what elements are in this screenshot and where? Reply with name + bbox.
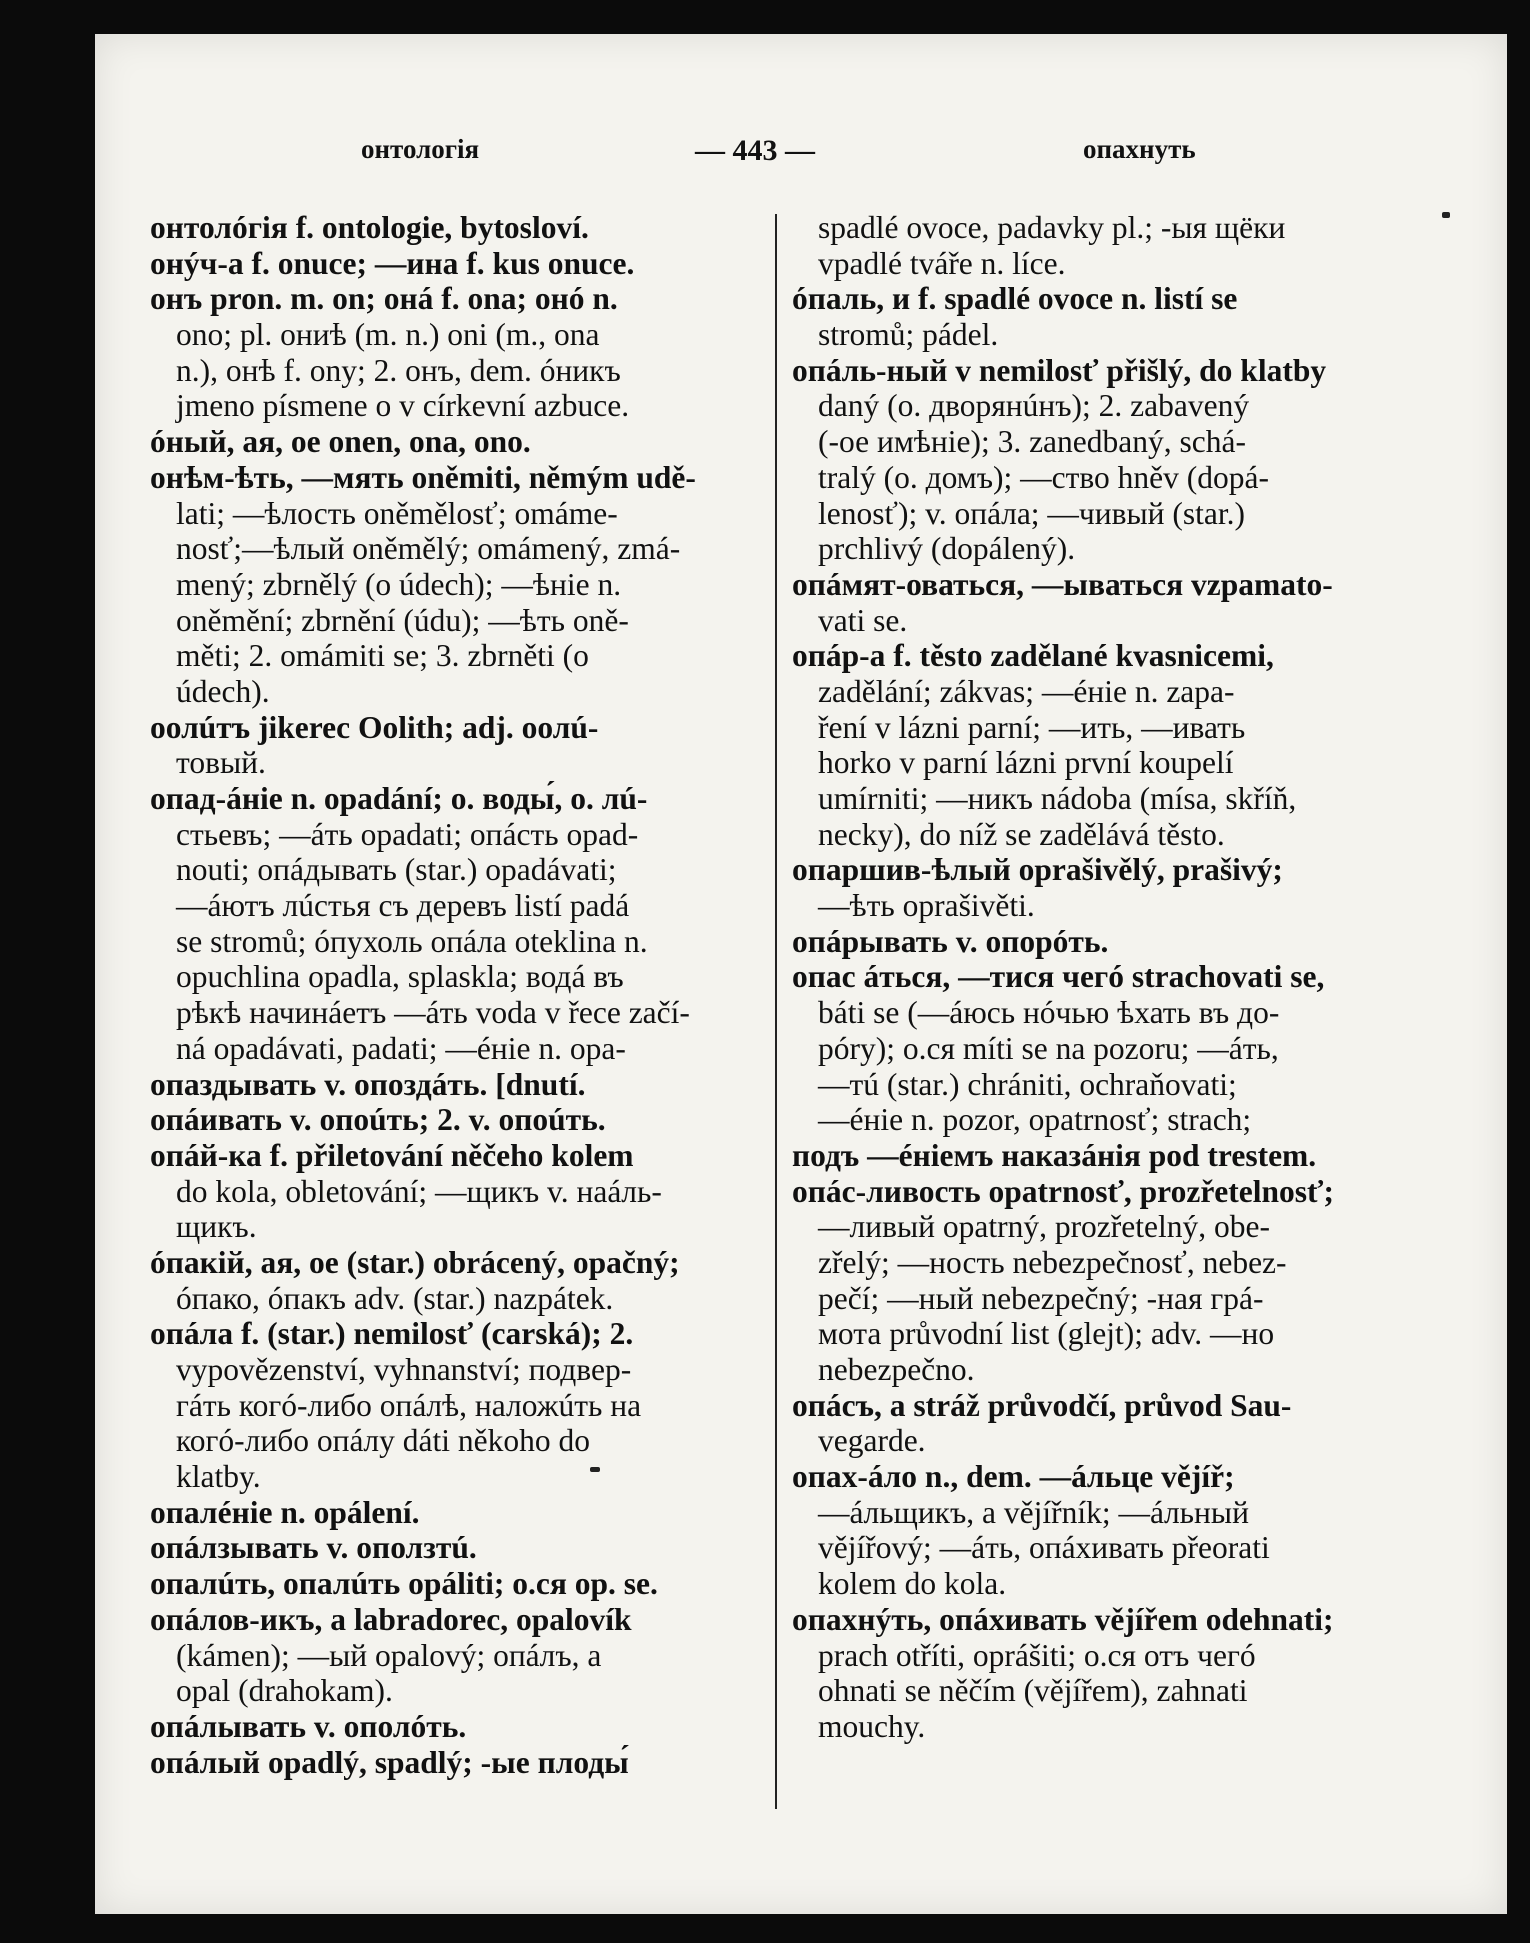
entry-continuation-line: ohnati se něčím (vějířem), zahnati — [818, 1673, 1248, 1709]
entry-continuation-line: zadělání; zákvas; —éніе n. zapa- — [818, 673, 1235, 709]
page-number: — 443 — — [695, 134, 815, 167]
entry-continuation-line: óпако, óпакъ adv. (star.) nazpátek. — [176, 1280, 614, 1316]
entry-continuation-line: ření v lázni parní; —ить, —ивать — [818, 709, 1246, 745]
entry-continuation-line: —áютъ лúстья съ деревъ listí padá — [176, 888, 630, 924]
entry-continuation-line: tralý (о. домъ); —ство hněv (dopá- — [818, 459, 1269, 495]
entry-continuation-line: umírniti; —никъ nádoba (mísa, skříň, — [818, 781, 1297, 816]
entry-headword-line: опáлзывать v. оползтú. — [150, 1530, 477, 1566]
entry-continuation-line: (kámen); —ый opalový; опáлъ, а — [176, 1637, 602, 1673]
entry-continuation-line: údech). — [176, 673, 270, 709]
entry-continuation-line: se stromů; óпухоль опáла oteklina n. — [176, 923, 648, 959]
entry-continuation-line: pečí; —ный nebezpečný; -ная грá- — [818, 1280, 1264, 1316]
entry-continuation-line: nouti; опáдывать (star.) opadávati; — [176, 852, 617, 888]
entry-continuation-line: jmeno písmene o v církevní azbuce. — [176, 388, 630, 424]
entry-headword-line: опáмят-оваться, —ываться vzpamato- — [792, 566, 1333, 602]
entry-continuation-line: opal (drahokam). — [176, 1673, 393, 1709]
dictionary-page — [95, 34, 1507, 1914]
entry-headword-line: óный, ая, ое onen, ona, ono. — [150, 424, 531, 460]
entry-headword-line: опáсъ, а stráž průvodčí, průvod Sau- — [792, 1387, 1292, 1423]
entry-continuation-line: lenosť); v. опáла; —чивый (star.) — [818, 495, 1246, 531]
entry-headword-line: опаздывать v. опоздáть. [dnutí. — [150, 1066, 586, 1102]
entry-headword-line: опад-áніе n. opadání; о. воды́, о. лú- — [150, 781, 648, 816]
entry-continuation-line: do kola, obletování; —щикъ v. наáль- — [176, 1173, 662, 1209]
entry-continuation-line: nosť;—ѣлый oněmělý; omámený, zmá- — [176, 531, 681, 567]
entry-headword-line: óпакій, ая, ое (star.) obrácený, opačný; — [150, 1244, 680, 1280]
entry-continuation-line: kolem do kola. — [818, 1566, 1007, 1602]
entry-continuation-line: когó-либо опáлу dáti někoho do — [176, 1423, 590, 1459]
entry-continuation-line: nebezpečno. — [818, 1352, 975, 1387]
entry-continuation-line: horko v parní lázni první koupelí — [818, 745, 1234, 781]
entry-continuation-line: prchlivý (dopálený). — [818, 531, 1076, 567]
entry-continuation-line: báti se (—áюсь нóчью ѣхать въ до- — [818, 995, 1280, 1031]
entry-headword-line: опас áться, —тися чегó strachovati se, — [792, 959, 1325, 995]
entry-headword-line: опáй-ка f. přiletování něčeho kolem — [150, 1137, 634, 1173]
entry-headword-line: опáлывать v. ополóть. — [150, 1708, 467, 1744]
entry-headword-line: опáлов-икъ, а labradorec, opalovík — [150, 1601, 632, 1637]
entry-continuation-line: zřelý; —ность nebezpečnosť, nebez- — [818, 1244, 1287, 1280]
entry-continuation-line: vati se. — [818, 602, 908, 638]
entry-continuation-line: klatby. — [176, 1459, 261, 1495]
entry-headword-line: опаршив-ѣлый oprašivělý, prašivý; — [792, 852, 1283, 888]
entry-headword-line: опáрывать v. опорóть. — [792, 923, 1109, 959]
entry-continuation-line: стьевъ; —áть opadati; опáсть opad- — [176, 816, 639, 852]
print-speck — [590, 1467, 600, 1472]
entry-continuation-line: товый. — [176, 745, 266, 781]
right-column — [792, 210, 1472, 1745]
entry-headword-line: опáль-ный v nemilosť přišlý, do klatby — [792, 352, 1327, 388]
entry-continuation-line: měti; 2. omámiti se; 3. zbrněti (o — [176, 638, 589, 674]
entry-headword-line: опáлый opadlý, spadlý; -ые плоды́ — [150, 1744, 629, 1780]
entry-continuation-line: vpadlé tváře n. líce. — [818, 245, 1066, 281]
entry-headword-line: опах-áло n., dem. —áльце vějíř; — [792, 1459, 1235, 1495]
entry-headword-line: опахнýть, опáхивать vějířem odehnati; — [792, 1601, 1334, 1637]
entry-continuation-line: —ѣть oprašivěti. — [818, 888, 1035, 924]
entry-continuation-line: щикъ. — [176, 1209, 257, 1245]
entry-continuation-line: (-ое имѣніе); 3. zanedbaný, schá- — [818, 424, 1246, 460]
entry-continuation-line: vějířový; —áть, опáхивать přeorati — [818, 1530, 1270, 1566]
entry-continuation-line: ono; pl. ониѣ (m. n.) oni (m., ona — [176, 317, 600, 353]
column-divider — [775, 214, 777, 1809]
header-left-guideword: онтологія — [361, 134, 480, 164]
entry-continuation-line: ná opadávati, padati; —éніе n. opa- — [176, 1030, 626, 1066]
entry-continuation-line: necky), do níž se zadělává těsto. — [818, 816, 1225, 852]
entry-continuation-line: рѣкѣ начинáетъ —áть voda v řece začí- — [176, 995, 690, 1031]
running-header — [95, 134, 1507, 184]
entry-continuation-line: prach otříti, oprášiti; о.ся отъ чегó — [818, 1637, 1256, 1673]
entry-continuation-line: lati; —ѣлость oněmělosť; omáme- — [176, 495, 618, 531]
entry-continuation-line: stromů; pádel. — [818, 317, 999, 353]
entry-headword-line: онъ pron. m. on; онá f. ona; онó n. — [150, 281, 618, 317]
entry-continuation-line: spadlé ovoce, padavky pl.; -ыя щёки — [818, 210, 1286, 245]
entry-continuation-line: vegarde. — [818, 1423, 926, 1459]
entry-headword-line: óпаль, и f. spadlé ovoce n. listí se — [792, 281, 1238, 317]
entry-headword-line: опáр-a f. těsto zadělané kvasnicemi, — [792, 638, 1274, 674]
entry-headword-line: опалéніе n. opálení. — [150, 1494, 420, 1530]
entry-headword-line: онýч-a f. onuce; —ина f. kus onuce. — [150, 245, 635, 281]
entry-headword-line: опáс-ливость opatrnosť, prozřetelnosť; — [792, 1173, 1334, 1209]
entry-continuation-line: n.), онѣ f. ony; 2. онъ, dem. óникъ — [176, 352, 621, 388]
entry-continuation-line: oněmění; zbrnění (údu); —ѣть oně- — [176, 602, 629, 638]
entry-continuation-line: —ливый opatrný, prozřetelný, obe- — [818, 1209, 1270, 1245]
entry-continuation-line: mený; zbrnělý (o údech); —ѣніе n. — [176, 566, 622, 602]
entry-headword-line: онтолóгія f. ontologie, bytosloví. — [150, 210, 589, 245]
entry-continuation-line: daný (о. дворянúнъ); 2. zabavený — [818, 388, 1250, 424]
entry-continuation-line: vypovězenství, vyhnanství; подвер- — [176, 1352, 632, 1387]
left-column — [150, 210, 740, 1780]
entry-continuation-line: гáть когó-либо опáлѣ, наложúть на — [176, 1387, 642, 1423]
entry-continuation-line: opuchlina opadla, splaskla; водá въ — [176, 959, 624, 995]
entry-headword-line: оолúтъ jikerec Oolith; adj. оолú- — [150, 709, 599, 745]
entry-headword-line: опáла f. (star.) nemilosť (carská); 2. — [150, 1316, 634, 1352]
print-speck — [1442, 212, 1450, 218]
entry-continuation-line: —éніе n. pozor, opatrnosť; strach; — [818, 1102, 1252, 1138]
entry-continuation-line: pórу); о.ся míti se na pozoru; —áть, — [818, 1030, 1279, 1066]
entry-headword-line: онѣм-ѣть, —мять oněmiti, němým udě- — [150, 459, 696, 495]
entry-continuation-line: мота průvodní list (glejt); adv. —но — [818, 1316, 1275, 1352]
entry-headword-line: опáивать v. опоúть; 2. v. опоúть. — [150, 1102, 606, 1138]
entry-continuation-line: mouchy. — [818, 1708, 926, 1744]
entry-headword-line: подъ —éніемъ наказáнія pod trestem. — [792, 1137, 1317, 1173]
entry-continuation-line: —тú (star.) chrániti, ochraňovati; — [818, 1066, 1237, 1102]
entry-headword-line: опалúть, опалúть opáliti; о.ся op. se. — [150, 1566, 658, 1602]
entry-continuation-line: —áльщикъ, а vějířník; —áльный — [818, 1494, 1249, 1530]
header-right-guideword: опахнуть — [1083, 134, 1196, 164]
